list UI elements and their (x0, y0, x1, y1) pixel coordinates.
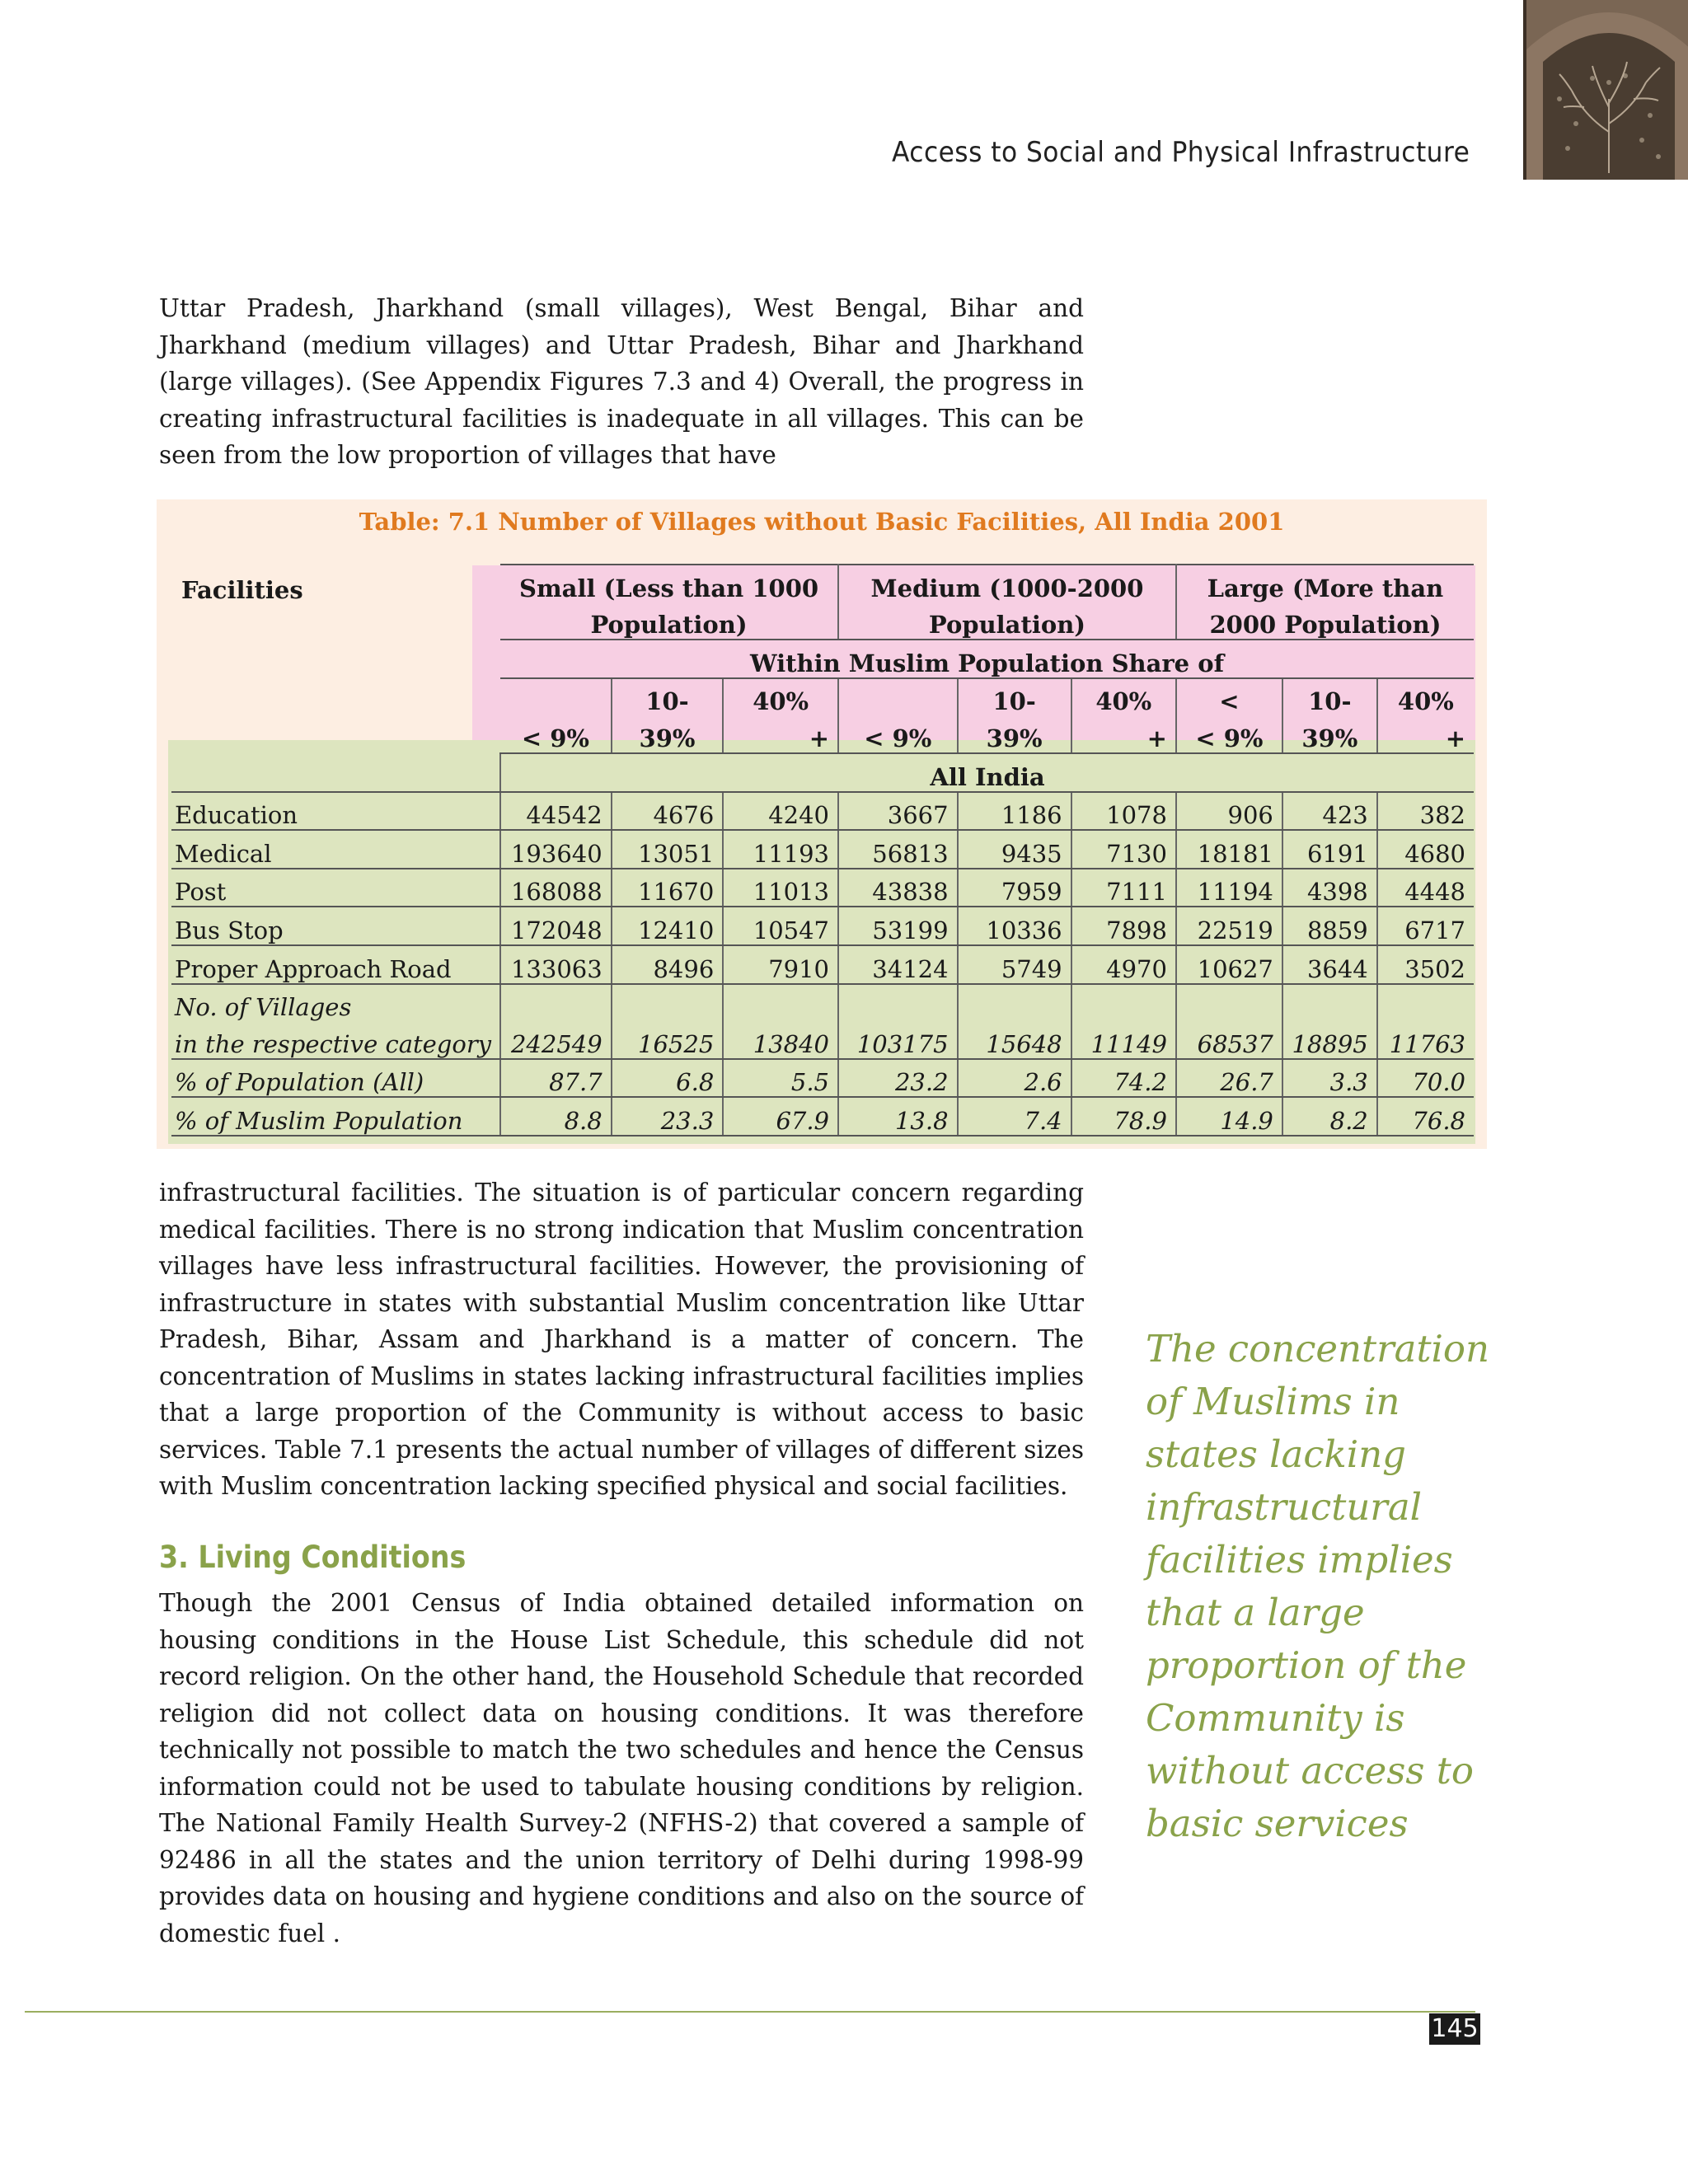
pct-row-label: % of Population (All) (171, 1059, 500, 1098)
table-cell: 4680 (1377, 830, 1474, 869)
table-cell: 1078 (1071, 792, 1176, 831)
sub-header-5-line2: 39% (958, 715, 1071, 753)
table-cell: 4240 (723, 792, 838, 831)
table-row (171, 945, 1474, 984)
table-cell: 5.5 (723, 1059, 838, 1098)
table-cell: 242549 (500, 1021, 612, 1059)
table-cell: 5749 (958, 945, 1071, 984)
table-cell: 13051 (612, 830, 724, 869)
all-india-label: All India (500, 753, 1474, 792)
table-cell: 10547 (723, 907, 838, 945)
empty-cell (838, 984, 958, 1022)
table-cell: 13840 (723, 1021, 838, 1059)
empty-cell (500, 984, 612, 1022)
table-cell: 423 (1282, 792, 1377, 831)
sub-header-4-line2: < 9% (838, 715, 958, 753)
table-cell: 3667 (838, 792, 958, 831)
table-cell: 7130 (1071, 830, 1176, 869)
villages-label-line2: in the respective category (171, 1021, 500, 1059)
table-cell: 14.9 (1176, 1097, 1282, 1136)
share-header-row (171, 640, 1474, 678)
table-cell: 23.2 (838, 1059, 958, 1098)
group-small-line2: Population) (500, 602, 838, 640)
table-row (171, 869, 1474, 907)
table-cell: 172048 (500, 907, 612, 945)
all-india-row (171, 753, 1474, 792)
table-cell: 7959 (958, 869, 1071, 907)
group-medium-line1: Medium (1000-2000 (838, 565, 1176, 602)
empty-cell (723, 984, 838, 1022)
sub-header-8-line1: 10- (1282, 678, 1377, 716)
table-box (157, 499, 1487, 1149)
table-cell: 906 (1176, 792, 1282, 831)
sub-header-6-line1: 40% (1071, 678, 1176, 716)
intro-paragraph (159, 290, 1084, 474)
table-cell: 11194 (1176, 869, 1282, 907)
table-cell: 53199 (838, 907, 958, 945)
table-cell: 44542 (500, 792, 612, 831)
empty-cell (1282, 984, 1377, 1022)
table-cell: 7.4 (958, 1097, 1071, 1136)
facilities-header: Facilities (181, 576, 303, 604)
group-medium-line2: Population) (838, 602, 1176, 640)
empty-cell (1377, 984, 1474, 1022)
table-row (171, 792, 1474, 831)
footer-rule (25, 2011, 1475, 2013)
table-cell: 382 (1377, 792, 1474, 831)
table-cell: 10627 (1176, 945, 1282, 984)
villages-row-label (171, 984, 1474, 1022)
row-label: Proper Approach Road (171, 945, 500, 984)
table-cell: 74.2 (1071, 1059, 1176, 1098)
table-cell: 168088 (500, 869, 612, 907)
table-cell: 193640 (500, 830, 612, 869)
table-cell: 10336 (958, 907, 1071, 945)
table-cell: 18181 (1176, 830, 1282, 869)
empty-cell (1176, 984, 1282, 1022)
sub-header-2-line1: 10- (612, 678, 724, 716)
table-cell: 68537 (1176, 1021, 1282, 1059)
table-cell: 26.7 (1176, 1059, 1282, 1098)
table-cell: 43838 (838, 869, 958, 907)
table-cell: 6717 (1377, 907, 1474, 945)
table-cell: 11013 (723, 869, 838, 907)
table-cell: 103175 (838, 1021, 958, 1059)
table-caption: Table: 7.1 Number of Villages without Basic Facilities, All India 2001 (359, 508, 1285, 536)
table-cell: 8.2 (1282, 1097, 1377, 1136)
table-cell: 133063 (500, 945, 612, 984)
table-cell: 12410 (612, 907, 724, 945)
row-label: Medical (171, 830, 500, 869)
sub-header-5-line1: 10- (958, 678, 1071, 716)
page-number: 145 (1429, 2013, 1480, 2045)
villages-row (171, 1021, 1474, 1059)
pct-row (171, 1097, 1474, 1136)
villages-label-line1: No. of Villages (171, 984, 500, 1022)
table-cell: 1186 (958, 792, 1071, 831)
table-cell: 8496 (612, 945, 724, 984)
running-header: Access to Social and Physical Infrastructure (891, 136, 1470, 169)
sub-header-row-1 (171, 678, 1474, 716)
table-cell: 16525 (612, 1021, 724, 1059)
table-cell: 4398 (1282, 869, 1377, 907)
table-cell: 7910 (723, 945, 838, 984)
table-cell: 6191 (1282, 830, 1377, 869)
table-cell: 13.8 (838, 1097, 958, 1136)
paragraph-living-conditions-text: Though the 2001 Census of India obtained detailed information on housing conditions in the House List Schedule, this schedule did not record religion. On the other hand, the Household Schedule that recorded religion did not collect data on housing conditions. It was therefore technically not possible to match the two schedules and hence the Census information could not be used to tabulate housing conditions by religion. The National Family Health Survey-2 (NFHS-2) that covered a sample of 92486 in all the states and the union territory of Delhi during 1998-99 provides data on housing and hygiene conditions and also on the source of domestic fuel . (159, 1589, 1084, 1947)
table-cell: 56813 (838, 830, 958, 869)
sub-header-9-line2: + (1377, 715, 1474, 753)
pull-quote: The concentration of Muslims in states lacking infrastructural facilities implies that a large proportion of the Community is without access to basic services (1146, 1327, 1489, 1845)
table-row (171, 907, 1474, 945)
row-label: Bus Stop (171, 907, 500, 945)
table-row (171, 830, 1474, 869)
table-cell: 87.7 (500, 1059, 612, 1098)
table-cell: 7898 (1071, 907, 1176, 945)
group-large-line1: Large (More than (1176, 565, 1474, 602)
section-heading: 3. Living Conditions (159, 1540, 467, 1575)
villages-facilities-table (171, 564, 1474, 1137)
table-cell: 78.9 (1071, 1097, 1176, 1136)
sub-header-3-line2: + (723, 715, 838, 753)
paragraph-infrastructure-text: infrastructural facilities. The situation is of particular concern regarding medical facilities. There is no strong indication that Muslim concentration villages have less infrastructural facilities. However, the provisioning of infrastructure in states with substantial Muslim concentration like Uttar Pradesh, Bihar, Assam and Jharkhand is a matter of concern. The concentration of Muslims in states lacking infrastructural facilities implies that a large proportion of the Community is without access to basic services. Table 7.1 presents the actual number of villages of different sizes with Muslim concentration lacking specified physical and social facilities. (159, 1179, 1084, 1500)
table-cell: 34124 (838, 945, 958, 984)
table-cell: 4448 (1377, 869, 1474, 907)
table-cell: 23.3 (612, 1097, 724, 1136)
group-large-line2: 2000 Population) (1176, 602, 1474, 640)
sub-header-6-line2: + (1071, 715, 1176, 753)
pct-row-label: % of Muslim Population (171, 1097, 500, 1136)
empty-cell (958, 984, 1071, 1022)
empty-cell (1071, 984, 1176, 1022)
sub-header-8-line2: 39% (1282, 715, 1377, 753)
table-cell: 15648 (958, 1021, 1071, 1059)
table-cell: 76.8 (1377, 1097, 1474, 1136)
table-cell: 11670 (612, 869, 724, 907)
sub-header-4-line1 (838, 678, 958, 716)
table-cell: 8.8 (500, 1097, 612, 1136)
empty-cell (612, 984, 724, 1022)
table-cell: 9435 (958, 830, 1071, 869)
sub-header-2-line2: 39% (612, 715, 724, 753)
table-cell: 8859 (1282, 907, 1377, 945)
table-cell: 3.3 (1282, 1059, 1377, 1098)
share-header: Within Muslim Population Share of (500, 640, 1474, 678)
paragraph-infrastructure (159, 1174, 1084, 1505)
table-cell: 11763 (1377, 1021, 1474, 1059)
intro-text: Uttar Pradesh, Jharkhand (small villages), West Bengal, Bihar and Jharkhand (medium villages) and Uttar Pradesh, Bihar and Jharkhand (large villages). (See Appendix Figures 7.3 and 4) Overall, the progress in creating infrastructural facilities is inadequate in all villages. This can be seen from the low proportion of villages that have (159, 294, 1084, 469)
group-header-row (171, 565, 1474, 602)
table-cell: 4970 (1071, 945, 1176, 984)
row-label: Post (171, 869, 500, 907)
sub-header-1-line1 (500, 678, 612, 716)
sub-header-row-2 (171, 715, 1474, 753)
sub-header-7-line1: < (1176, 678, 1282, 716)
row-label: Education (171, 792, 500, 831)
header-decorative-image (1523, 0, 1688, 180)
table-cell: 7111 (1071, 869, 1176, 907)
table-cell: 70.0 (1377, 1059, 1474, 1098)
table-cell: 4676 (612, 792, 724, 831)
sub-header-7-line2: < 9% (1176, 715, 1282, 753)
group-small-line1: Small (Less than 1000 (500, 565, 838, 602)
table-cell: 3502 (1377, 945, 1474, 984)
table-cell: 2.6 (958, 1059, 1071, 1098)
table-cell: 67.9 (723, 1097, 838, 1136)
sub-header-1-line2: < 9% (500, 715, 612, 753)
table-cell: 3644 (1282, 945, 1377, 984)
table-cell: 11149 (1071, 1021, 1176, 1059)
sub-header-9-line1: 40% (1397, 687, 1454, 716)
table-cell: 22519 (1176, 907, 1282, 945)
table-cell: 18895 (1282, 1021, 1377, 1059)
table-data-rows (171, 792, 1474, 1136)
table-cell: 6.8 (612, 1059, 724, 1098)
paragraph-living-conditions (159, 1585, 1084, 1952)
sub-header-3-line1: 40% (723, 678, 838, 716)
pct-row (171, 1059, 1474, 1098)
table-cell: 11193 (723, 830, 838, 869)
